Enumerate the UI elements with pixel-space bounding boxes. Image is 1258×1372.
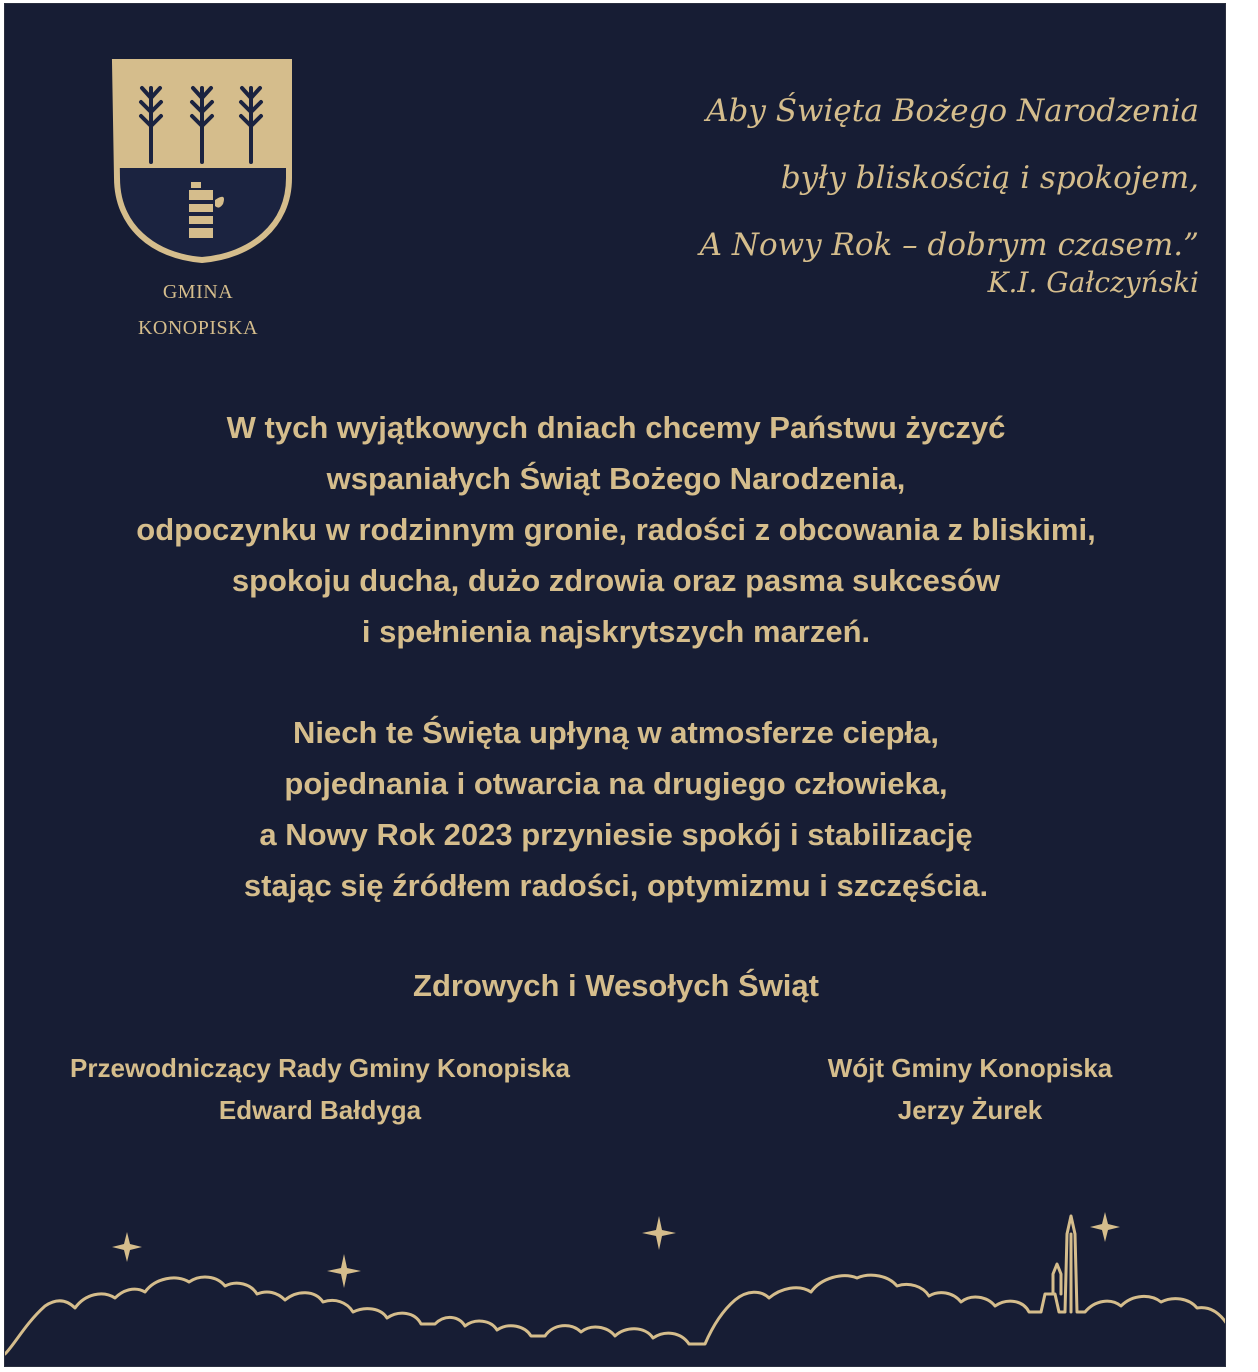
wishes-line: pojednania i otwarcia na drugiego człowieka, [284, 766, 948, 801]
signature-name: Edward Bałdyga [218, 1095, 422, 1125]
signature-title: Wójt Gminy Konopiska [827, 1053, 1113, 1083]
signature-title: Przewodniczący Rady Gminy Konopiska [70, 1053, 570, 1083]
quote-line: Aby Święta Bożego Narodzenia [706, 93, 1199, 129]
coat-of-arms-logo [111, 58, 295, 264]
signature-name: Jerzy Żurek [897, 1095, 1043, 1125]
wishes-line: W tych wyjątkowych dniach chcemy Państwu życzyć [226, 410, 1006, 445]
wishes-line: spokoju ducha, dużo zdrowia oraz pasma sukcesów [231, 563, 1001, 598]
town-skyline-decoration [5, 1194, 1226, 1367]
quote-line: były bliskością i spokojem, [780, 160, 1199, 196]
wishes-line: a Nowy Rok 2023 przyniesie spokój i stabilizację [259, 817, 973, 852]
crest-label-konopiska: KONOPISKA [137, 317, 259, 339]
wishes-paragraph-1 [5, 402, 1226, 657]
signature-mayor [735, 1047, 1205, 1131]
crest-label-gmina: GMINA [162, 281, 234, 303]
quote-line: A Nowy Rok – dobrym czasem.” [699, 227, 1199, 263]
quote [499, 78, 1199, 279]
wishes-line: stając się źródłem radości, optymizmu i szczęścia. [243, 868, 989, 903]
wishes-line: odpoczynku w rodzinnym gronie, radości z obcowania z bliskimi, [136, 512, 1096, 547]
wishes-paragraph-2 [5, 707, 1226, 911]
wishes-line: wspaniałych Świąt Bożego Narodzenia, [326, 461, 906, 496]
holiday-greeting: Zdrowych i Wesołych Świąt [413, 968, 819, 1003]
greeting-card [4, 3, 1226, 1367]
wishes-line: i spełnienia najskrytszych marzeń. [361, 614, 871, 649]
quote-author: K.I. Gałczyński [987, 266, 1199, 299]
wishes-line: Niech te Święta upłyną w atmosferze ciepła, [292, 715, 940, 750]
signature-council-chair [35, 1047, 605, 1131]
